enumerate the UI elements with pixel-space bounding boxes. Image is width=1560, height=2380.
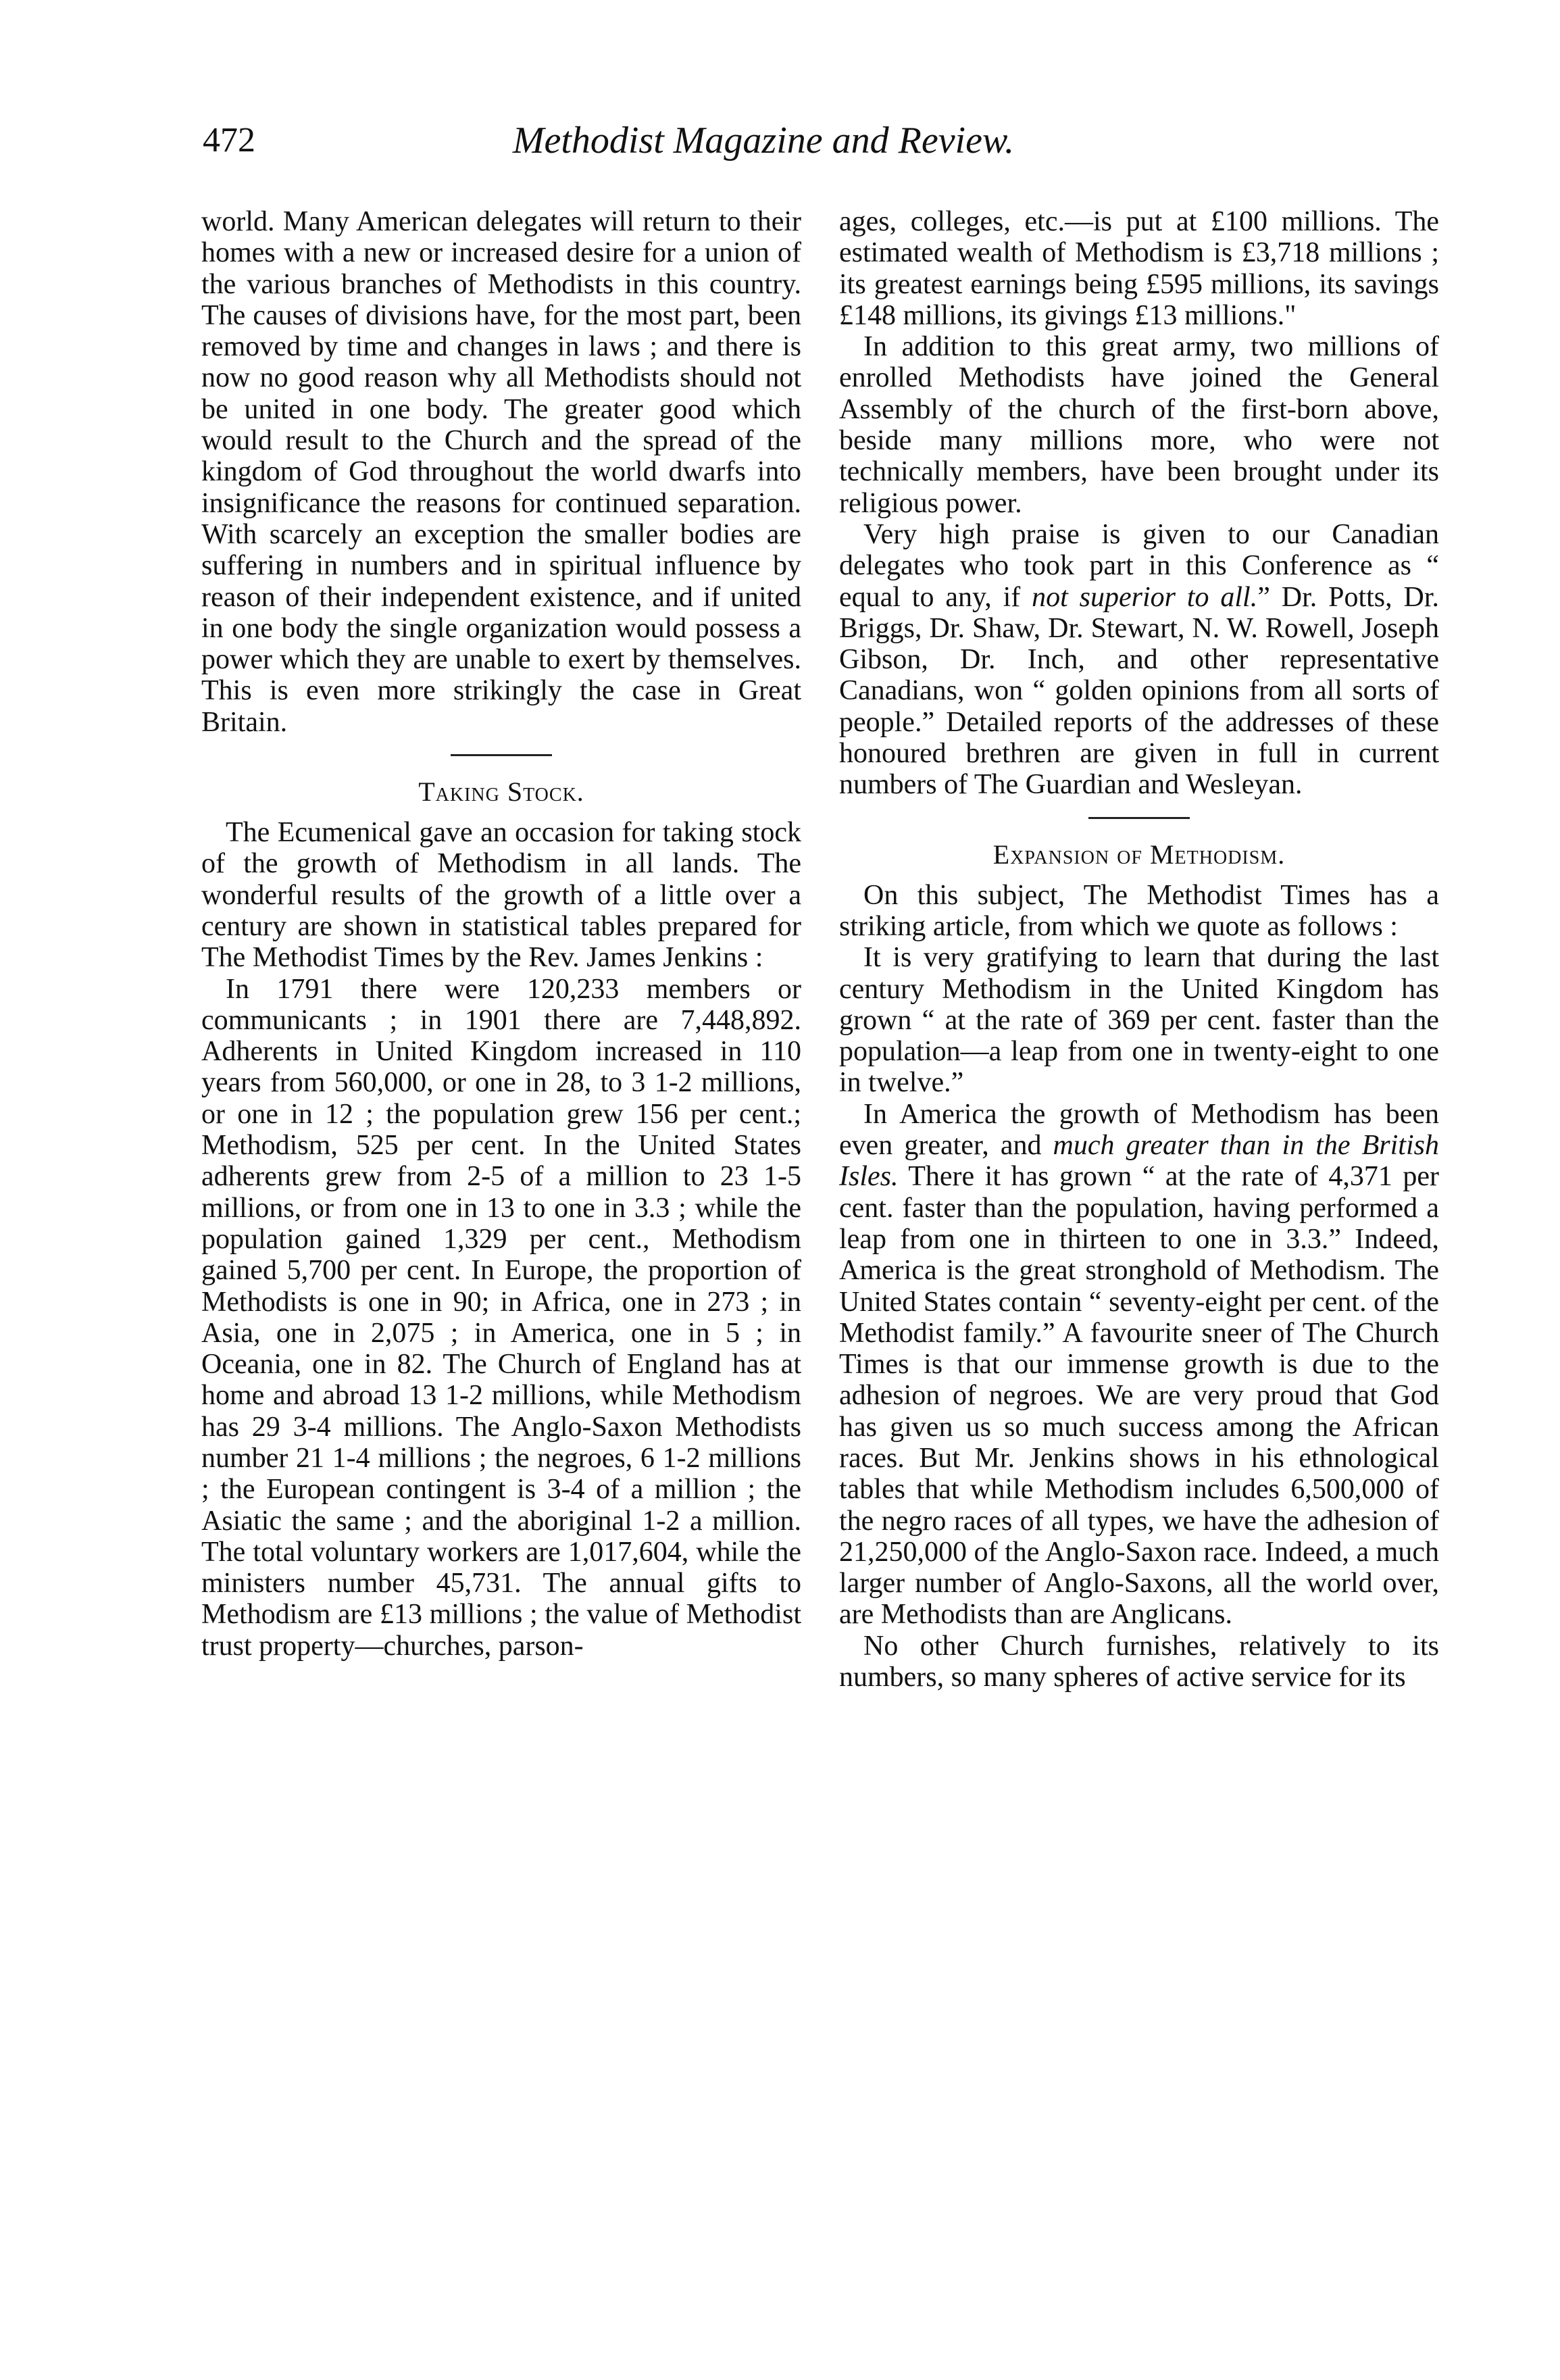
section-divider [451,754,552,756]
paragraph: On this subject, The Methodist Times has a striking article, from which we quote as follows : [839,879,1439,942]
left-column [201,206,801,1662]
paragraph: No other Church furnishes, relatively to its numbers, so many spheres of active service for its [839,1630,1439,1693]
text-run: There it has grown “ at the rate of 4,371 per cent. faster than the population, having performed a leap from one in thirteen to one in 3.3.” Indeed, America is the great stronghold of Methodism. The United States contain “ seventy-eight per cent. of the Methodist family.” A favourite sneer of The Church Times is that our immense growth is due to the adhesion of negroes. We are very proud that God has given us so much success among the African races. But Mr. Jenkins shows in his ethnological tables that while Methodism includes 6,500,000 of the negro races of all types, we have the adhesion of 21,250,000 of the Anglo-Saxon race. Indeed, a much larger number of Anglo-Saxons, all the world over, are Methodists than are Anglicans. [839,1161,1439,1631]
right-column [839,206,1439,1693]
paragraph: ages, colleges, etc.—is put at £100 millions. The estimated wealth of Methodism is £3,718 millions ; its greatest earnings being £595 millions, its savings £148 millions, its givings £13 millions." [839,206,1439,331]
paragraph: The Ecumenical gave an occasion for taking stock of the growth of Methodism in all lands. The wonderful results of the growth of a little over a century are shown in statistical tables prepared for The Methodist Times by the Rev. James Jenkins : [201,817,801,974]
paragraph [839,519,1439,801]
text-run: In America the growth of Methodism has been even greater, and [839,1098,1439,1162]
page-number: 472 [203,121,255,159]
running-title: Methodist Magazine and Review. [512,120,1015,162]
paragraph: In 1791 there were 120,233 members or communicants ; in 1901 there are 7,448,892. Adherents in United Kingdom increased in 110 years from 560,000, or one in 28, to 3 1-2 millions, or one in 12 ; the population grew 156 per cent.; Methodism, 525 per cent. In the United States adherents grew from 2-5 of a million to 23 1-5 millions, or from one in 13 to one in 3.3 ; while the population gained 1,329 per cent., Methodism gained 5,700 per cent. In Europe, the proportion of Methodists is one in 90; in Africa, one in 273 ; in Asia, one in 2,075 ; in America, one in 5 ; in Oceania, one in 82. The Church of England has at home and abroad 13 1-2 millions, while Methodism has 29 3-4 millions. The Anglo-Saxon Methodists number 21 1-4 millions ; the negroes, 6 1-2 millions ; the European contingent is 3-4 of a million ; the Asiatic the same ; and the aboriginal 1-2 a million. The total voluntary workers are 1,017,604, while the ministers number 45,731. The annual gifts to Methodism are £13 millions ; the value of Methodist trust property—churches, parson- [201,973,801,1662]
paragraph: world. Many American delegates will return to their homes with a new or increased desire for a union of the various branches of Methodists in this country. The causes of divisions have, for the most part, been removed by time and changes in laws ; and there is now no good reason why all Methodists should not be united in one body. The greater good which would result to the Church and the spread of the kingdom of God throughout the world dwarfs into insignificance the reasons for continued separation. With scarcely an exception the smaller bodies are suffering in numbers and in spiritual influence by reason of their independent existence, and if united in one body the single organization would possess a power which they are unable to exert by themselves. This is even more strikingly the case in Great Britain. [201,206,801,738]
italic-text-run: much greater than in the British Isles. [839,1130,1439,1193]
page-header [203,120,1324,174]
paragraph [839,1099,1439,1631]
section-heading: Taking Stock. [418,776,584,808]
text-run: Very high praise is given to our Canadian delegates who took part in this Conference as “ equal to any, if [839,518,1439,613]
paragraph: In addition to this great army, two millions of enrolled Methodists have joined the General Assembly of the church of the first-born above, beside many millions more, who were not technically members, have been brought under its religious power. [839,331,1439,519]
section-heading: Expansion of Methodism. [992,839,1286,870]
section-divider [1088,817,1190,819]
italic-text-run: not superior to all. [1032,581,1258,613]
text-run: ” Dr. Potts, Dr. Briggs, Dr. Shaw, Dr. Stewart, N. W. Rowell, Joseph Gibson, Dr. Inch, and other representative Canadians, won “ golden opinions from all sorts of people.” Detailed reports of the addresses of these honoured brethren are given in full in current numbers of The Guardian and Wesleyan. [839,581,1439,801]
paragraph: It is very gratifying to learn that during the last century Methodism in the United Kingdom has grown “ at the rate of 369 per cent. faster than the population—a leap from one in twenty-eight to one in twelve.” [839,942,1439,1099]
